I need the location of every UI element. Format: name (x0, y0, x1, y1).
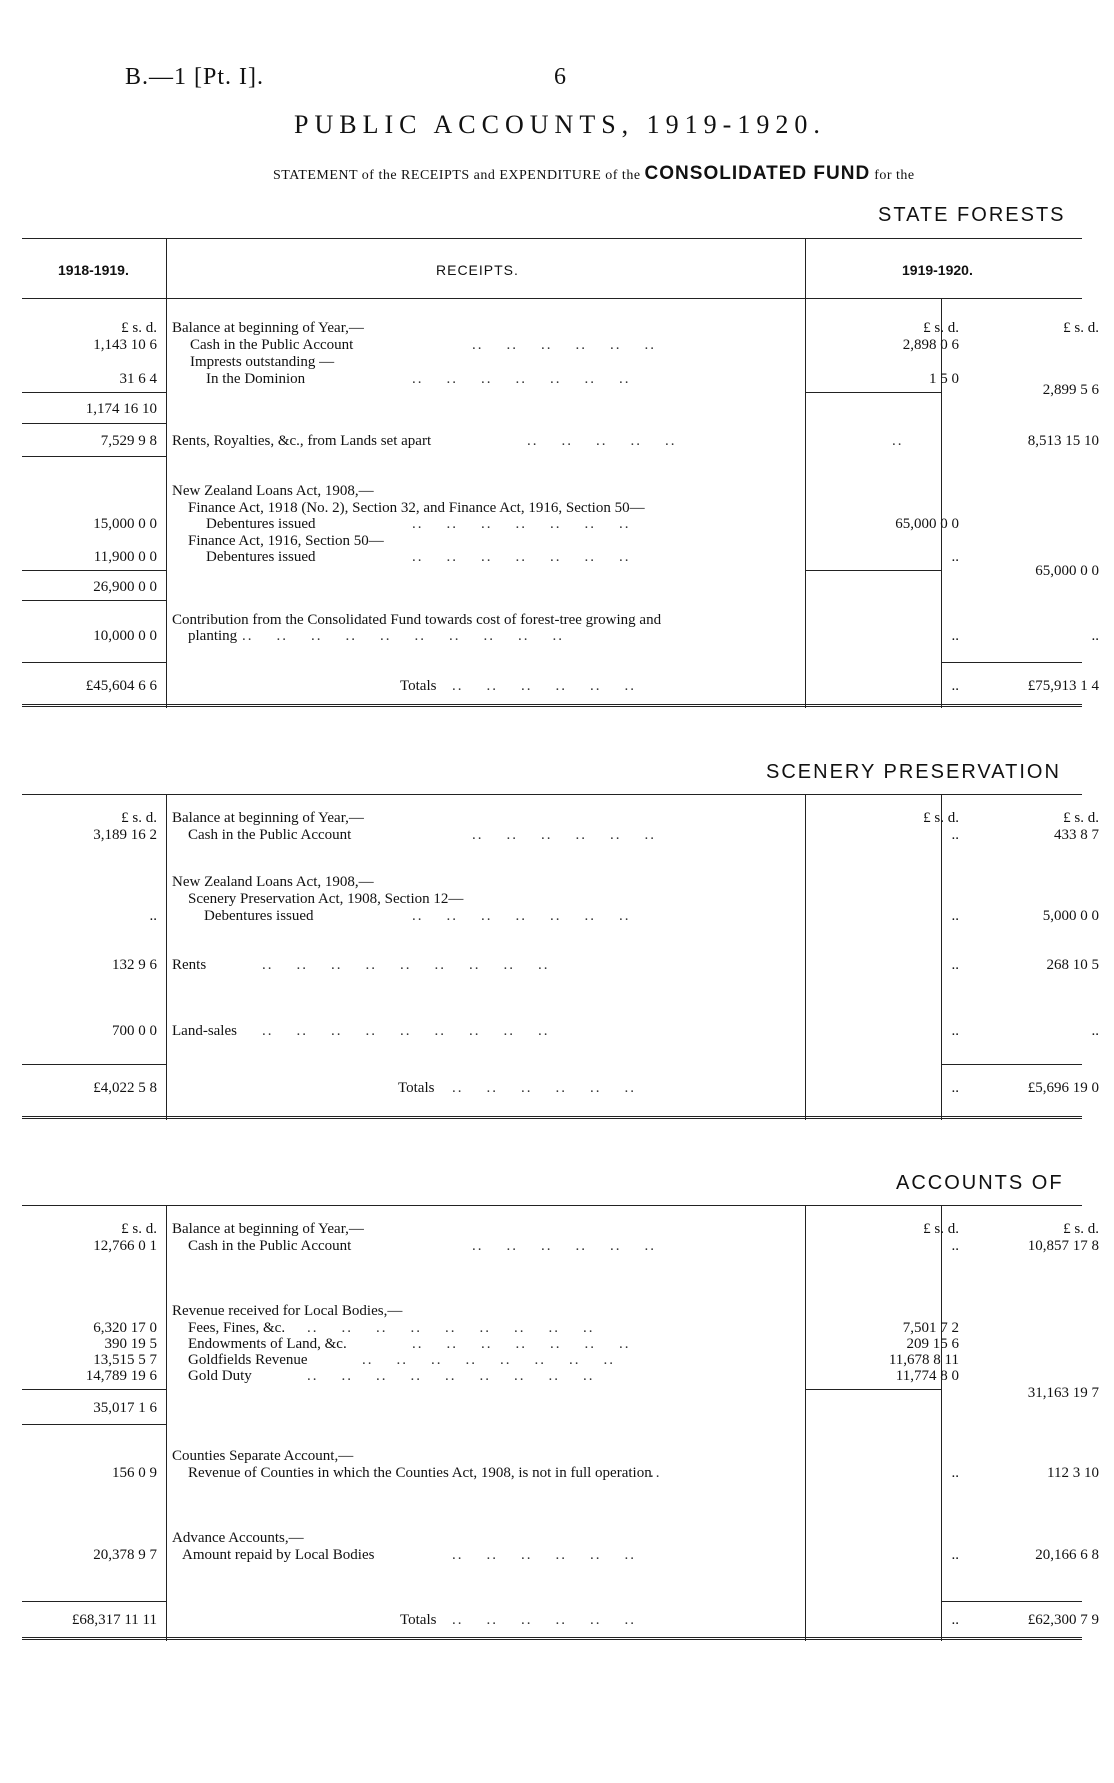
leader-dots: .. .. .. .. .. .. .. .. .. (262, 957, 550, 973)
amount-prev: 14,789 19 6 (85, 1368, 157, 1384)
row-label: Advance Accounts,— (172, 1530, 304, 1546)
row-label: Totals (400, 1612, 437, 1628)
row-label: Debentures issued (206, 516, 316, 532)
table-bottom-rule (22, 1637, 1082, 1640)
units-label: £ s. d. (1063, 1221, 1099, 1237)
col-divider (166, 794, 167, 1120)
row-label: Revenue of Counties in which the Counties Act, 1908, is not in full operation (188, 1465, 652, 1481)
header-rule (22, 298, 1082, 299)
col-divider (805, 1205, 806, 1641)
row-label: Balance at beginning of Year,— (172, 1221, 364, 1237)
amount-prev: £4,022 5 8 (93, 1080, 157, 1096)
row-label: Gold Duty (188, 1368, 252, 1384)
amount-c3: .. (951, 1023, 959, 1039)
leader-dots: .. .. .. .. .. .. (472, 337, 656, 353)
amount-c3: .. (951, 1238, 959, 1254)
amount-curr: £75,913 1 4 (1027, 678, 1099, 694)
row-label: Land-sales (172, 1023, 237, 1039)
row-label: Rents, Royalties, &c., from Lands set apart (172, 433, 432, 449)
amount-curr: .. (1091, 1023, 1099, 1039)
row-label: Balance at beginning of Year,— (172, 320, 364, 336)
amount-prev: £68,317 11 11 (71, 1612, 157, 1628)
row-label: Cash in the Public Account (188, 1238, 352, 1254)
amount-prev: 11,900 0 0 (93, 549, 157, 565)
page-number: 6 (554, 64, 566, 90)
row-label: Totals (400, 678, 437, 694)
amount-curr: 31,163 19 7 (1027, 1385, 1099, 1401)
col-divider (941, 1205, 942, 1641)
section-title-accounts-of: ACCOUNTS OF (896, 1172, 1064, 1194)
leader-dots: .. .. .. .. .. .. .. .. .. (307, 1368, 595, 1384)
amount-curr: .. (1091, 628, 1099, 644)
units-label: £ s. d. (121, 810, 157, 826)
subtotal-rule (22, 1424, 166, 1425)
units-label: £ s. d. (121, 320, 157, 336)
amount-curr: £5,696 19 0 (1027, 1080, 1099, 1096)
col-divider (941, 298, 942, 708)
leader-dots: .. .. .. .. .. .. .. .. .. .. (242, 628, 564, 644)
amount-curr: 65,000 0 0 (1035, 563, 1099, 579)
amount-c3: 209 15 6 (906, 1336, 959, 1352)
amount-c3: 1 5 0 (929, 371, 959, 387)
section-title-scenery: SCENERY PRESERVATION (766, 761, 1061, 783)
amount-curr: 112 3 10 (1047, 1465, 1099, 1481)
leader-dots: .. .. .. .. .. .. .. (412, 1336, 631, 1352)
row-label: Counties Separate Account,— (172, 1448, 354, 1464)
leader-dots: .. .. .. .. .. .. (452, 1080, 636, 1096)
amount-c3: .. (951, 678, 959, 694)
section-title-state-forests: STATE FORESTS (878, 204, 1066, 226)
units-label: £ s. d. (923, 1221, 959, 1237)
leader-dots: .. .. .. .. .. .. .. (412, 516, 631, 532)
subtotal-rule (22, 423, 166, 424)
leader-dots: .. .. .. .. .. .. .. .. .. (262, 1023, 550, 1039)
amount-c3: .. (951, 827, 959, 843)
amount-curr: 2,899 5 6 (1042, 382, 1099, 398)
scenery-table (22, 794, 1099, 1124)
amount-curr: £62,300 7 9 (1027, 1612, 1099, 1628)
subtotal-rule (22, 1601, 166, 1602)
placeholder-dots: .. (892, 433, 904, 449)
row-label: New Zealand Loans Act, 1908,— (172, 483, 374, 499)
amount-prev: 6,320 17 0 (93, 1320, 157, 1336)
amount-c3: 2,898 0 6 (902, 337, 959, 353)
amount-curr: 5,000 0 0 (1042, 908, 1099, 924)
subtotal-rule (22, 600, 166, 601)
leader-dots: .. .. .. .. .. .. (472, 1238, 656, 1254)
row-label: Rents (172, 957, 207, 973)
row-label: Cash in the Public Account (188, 827, 352, 843)
amount-prev: 31 6 4 (119, 371, 157, 387)
amount-c3: 65,000 0 0 (895, 516, 959, 532)
leader-dots: .. .. .. .. .. .. .. (412, 371, 631, 387)
amount-curr: 268 10 5 (1046, 957, 1099, 973)
subtotal-rule (22, 1064, 166, 1065)
amount-c3: .. (951, 1080, 959, 1096)
leader-dots: .. .. .. .. .. .. .. .. .. (307, 1320, 595, 1336)
row-label: planting (188, 628, 238, 644)
leader-dots: .. .. .. .. .. .. (452, 678, 636, 694)
amount-prev: 10,000 0 0 (93, 628, 157, 644)
subtotal-rule (805, 1389, 941, 1390)
col-head-1918: 1918-1919. (58, 262, 129, 278)
leader-dots: .. .. .. .. .. .. .. (412, 549, 631, 565)
amount-prev: 3,189 16 2 (93, 827, 157, 843)
accounts-of-table (22, 1205, 1099, 1645)
table-bottom-rule (22, 704, 1082, 707)
subtotal-rule (805, 392, 941, 393)
subtotal-rule (22, 456, 166, 457)
leader-dots: .. .. .. .. .. .. (452, 1612, 636, 1628)
amount-c3: .. (951, 628, 959, 644)
row-label: Imprests outstanding — (190, 354, 335, 370)
amount-prev: £45,604 6 6 (85, 678, 157, 694)
subtotal-rule (941, 662, 1082, 663)
table-bottom-rule (22, 1116, 1082, 1119)
amount-c3: .. (951, 1612, 959, 1628)
row-label: Finance Act, 1918 (No. 2), Section 32, and Finance Act, 1916, Section 50— (188, 500, 645, 516)
row-label: Debentures issued (204, 908, 314, 924)
amount-prev: 26,900 0 0 (93, 579, 157, 595)
units-label: £ s. d. (1063, 810, 1099, 826)
row-label: Amount repaid by Local Bodies (182, 1547, 375, 1563)
row-label: Fees, Fines, &c. (188, 1320, 286, 1336)
col-head-receipts: RECEIPTS. (436, 262, 519, 278)
subtotal-rule (941, 1064, 1082, 1065)
amount-c3: .. (951, 549, 959, 565)
amount-c3: 7,501 7 2 (902, 1320, 959, 1336)
amount-prev: 7,529 9 8 (100, 433, 157, 449)
col-divider (166, 1205, 167, 1641)
leader-dots: .. .. .. .. .. .. (452, 1547, 636, 1563)
row-label: Goldfields Revenue (188, 1352, 308, 1368)
amount-prev: 156 0 9 (112, 1465, 157, 1481)
statement-line (273, 163, 915, 185)
amount-prev: 1,143 10 6 (93, 337, 157, 353)
row-label: Contribution from the Consolidated Fund towards cost of forest-tree growing and (172, 612, 662, 628)
statement-fund: CONSOLIDATED FUND (644, 163, 871, 184)
units-label: £ s. d. (923, 810, 959, 826)
subtotal-rule (22, 392, 166, 393)
table-top-rule (22, 238, 1082, 239)
state-forests-table (22, 238, 1099, 716)
subtotal-rule (22, 570, 166, 571)
amount-prev: 35,017 1 6 (93, 1400, 157, 1416)
amount-prev: 390 19 5 (104, 1336, 157, 1352)
units-label: £ s. d. (923, 320, 959, 336)
amount-curr: 8,513 15 10 (1027, 433, 1099, 449)
amount-prev: .. (149, 908, 157, 924)
amount-c3: .. (951, 957, 959, 973)
leader-dots: .. .. .. .. .. .. .. .. (362, 1352, 615, 1368)
units-label: £ s. d. (121, 1221, 157, 1237)
row-label: Endowments of Land, &c. (188, 1336, 347, 1352)
amount-c3: .. (951, 1547, 959, 1563)
amount-curr: 10,857 17 8 (1027, 1238, 1099, 1254)
row-label: Scenery Preservation Act, 1908, Section 12— (188, 891, 464, 907)
statement-suffix: for the (874, 168, 915, 183)
row-label: Revenue received for Local Bodies,— (172, 1303, 403, 1319)
amount-c3: .. (951, 908, 959, 924)
amount-prev: 20,378 9 7 (93, 1547, 157, 1563)
row-label: Balance at beginning of Year,— (172, 810, 364, 826)
subtotal-rule (22, 662, 166, 663)
amount-prev: 15,000 0 0 (93, 516, 157, 532)
amount-curr: 433 8 7 (1054, 827, 1099, 843)
row-label: Finance Act, 1916, Section 50— (188, 533, 384, 549)
leader-dots: .. .. .. .. .. (527, 433, 677, 449)
amount-prev: 12,766 0 1 (93, 1238, 157, 1254)
amount-prev: 13,515 5 7 (93, 1352, 157, 1368)
row-label: In the Dominion (206, 371, 306, 387)
leader-dots: .. .. .. .. .. .. .. (412, 908, 631, 924)
statement-prefix: STATEMENT of the RECEIPTS and EXPENDITURE of the (273, 168, 641, 183)
amount-c3: 11,678 8 11 (888, 1352, 959, 1368)
leader-dots: .. (650, 1465, 662, 1481)
subtotal-rule (805, 570, 941, 571)
col-head-1919: 1919-1920. (902, 262, 973, 278)
table-top-rule (22, 794, 1082, 795)
subtotal-rule (22, 1389, 166, 1390)
amount-prev: 1,174 16 10 (85, 401, 157, 417)
amount-c3: 11,774 8 0 (895, 1368, 959, 1384)
table-top-rule (22, 1205, 1082, 1206)
col-divider (166, 238, 167, 708)
amount-c3: .. (951, 1465, 959, 1481)
row-label: Debentures issued (206, 549, 316, 565)
row-label: Totals (398, 1080, 435, 1096)
page-reference: B.—1 [Pt. I]. (125, 64, 264, 90)
row-label: New Zealand Loans Act, 1908,— (172, 874, 374, 890)
amount-prev: 132 9 6 (112, 957, 157, 973)
units-label: £ s. d. (1063, 320, 1099, 336)
subtotal-rule (941, 1601, 1082, 1602)
page-title: PUBLIC ACCOUNTS, 1919-1920. (294, 110, 826, 139)
row-label: Cash in the Public Account (190, 337, 354, 353)
leader-dots: .. .. .. .. .. .. (472, 827, 656, 843)
amount-curr: 20,166 6 8 (1035, 1547, 1099, 1563)
amount-prev: 700 0 0 (112, 1023, 157, 1039)
